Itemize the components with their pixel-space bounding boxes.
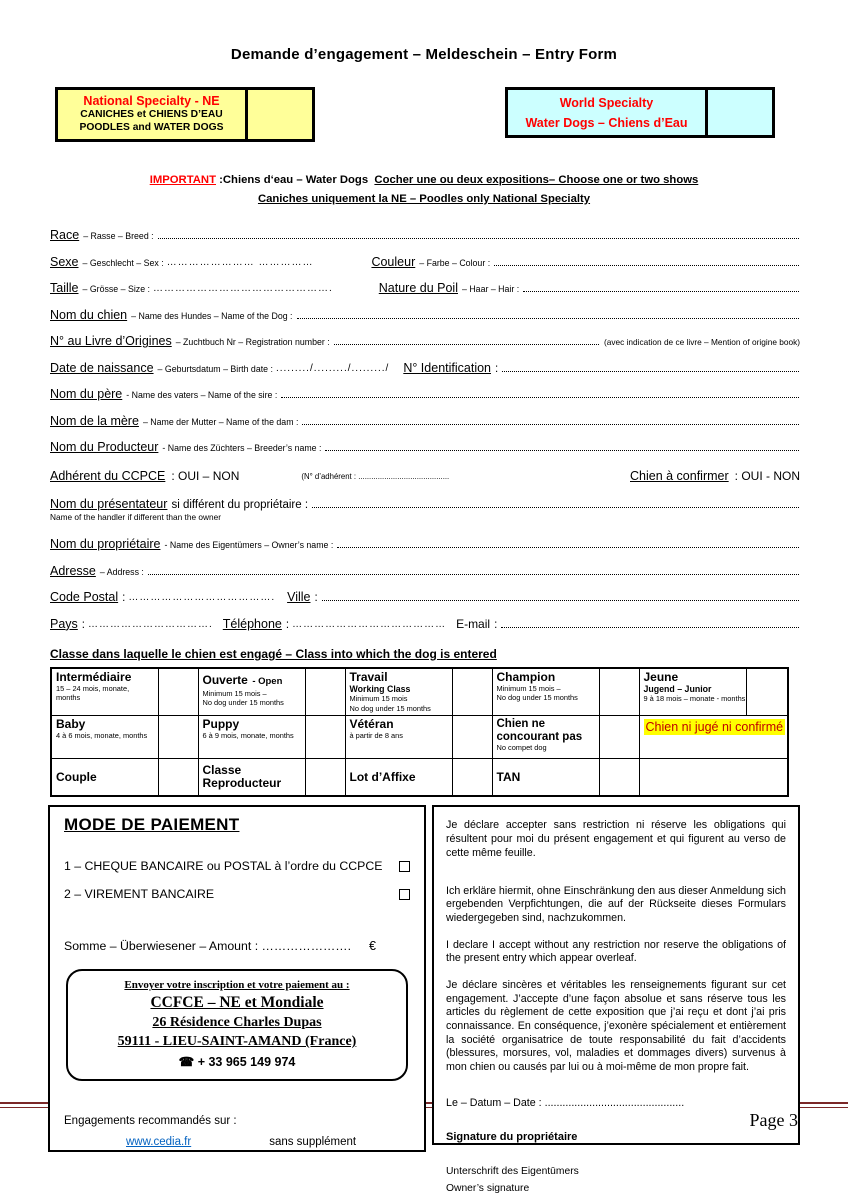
class-jeune-checkbox[interactable] xyxy=(746,668,788,716)
national-specialty-box xyxy=(55,87,315,142)
pere-label: Nom du père xyxy=(50,387,123,402)
presentateur-input[interactable] xyxy=(312,507,799,508)
class-intermediaire-checkbox[interactable] xyxy=(158,668,198,716)
adresse-input[interactable] xyxy=(148,574,799,575)
class-intermediaire xyxy=(51,668,158,716)
pays-input[interactable]: ……………………………. xyxy=(88,618,213,630)
class-sub: Minimum 15 mois xyxy=(349,694,408,704)
mere-row xyxy=(50,412,800,428)
class-puppy-checkbox[interactable] xyxy=(305,715,345,758)
nom-chien-sublabel: – Name des Hundes – Name of the Dog : xyxy=(131,310,293,321)
payment-option-1-checkbox[interactable] xyxy=(399,861,410,872)
email-colon: : xyxy=(494,618,498,631)
class-couple xyxy=(51,758,158,796)
signature-label: Signature du propriétaire xyxy=(446,1131,578,1144)
livre-origines-suffix: (avec indication de ce livre – Mention of origine book) xyxy=(603,337,800,348)
mere-sublabel: – Name der Mutter – Name of the dam : xyxy=(142,416,299,427)
class-couple-checkbox[interactable] xyxy=(158,758,198,796)
class-sub: 15 – 24 mois, monate, months xyxy=(56,683,130,703)
pere-input[interactable] xyxy=(281,397,799,398)
code-postal-label: Code Postal xyxy=(50,590,119,605)
class-name: Chien ne concourant pas xyxy=(496,717,583,743)
poil-input[interactable] xyxy=(523,291,799,292)
class-sub: Minimum 15 mois – xyxy=(496,683,561,693)
class-sub: 4 à 6 mois, monate, months xyxy=(56,731,148,741)
class-puppy xyxy=(198,715,305,758)
pays-telephone-email-row xyxy=(50,615,800,631)
important-part1: :Chiens d‘eau – Water Dogs xyxy=(219,174,369,186)
payment-title: MODE DE PAIEMENT xyxy=(64,815,240,835)
sexe-input[interactable]: …………………… …………… xyxy=(166,256,314,268)
presentateur-sublabel: si différent du propriétaire : xyxy=(171,499,309,512)
taille-label: Taille xyxy=(50,281,79,296)
header-boxes xyxy=(0,87,848,145)
sexe-sublabel: – Geschlecht – Sex : xyxy=(82,257,164,268)
important-label: IMPORTANT xyxy=(149,174,216,186)
payment-option-2 xyxy=(64,887,410,901)
class-reproducteur xyxy=(198,758,305,796)
payment-option-2-label: 2 – VIREMENT BANCAIRE xyxy=(64,887,215,902)
class-reproducteur-checkbox[interactable] xyxy=(305,758,345,796)
class-lot-affixe xyxy=(345,758,452,796)
naissance-label: Date de naissance xyxy=(50,360,154,375)
class-name: Couple xyxy=(56,769,97,784)
send-org: CCFCE – NE et Mondiale xyxy=(150,994,324,1012)
class-name: Puppy xyxy=(202,716,240,731)
class-table-title: Classe dans laquelle le chien est engagé – Class into which the dog is entered xyxy=(50,646,497,661)
class-name: Champion xyxy=(496,669,556,684)
naissance-identification-row xyxy=(50,359,800,375)
class-name: Lot d’Affixe xyxy=(349,769,416,784)
send-street: 26 Résidence Charles Dupas xyxy=(152,1015,322,1031)
send-phone-row xyxy=(72,1054,402,1071)
class-empty-cell xyxy=(639,758,788,796)
website-row xyxy=(64,1136,410,1148)
important-line2: Caniches uniquement la NE – Poodles only National Specialty xyxy=(257,192,591,205)
class-lot-affixe-checkbox[interactable] xyxy=(452,758,492,796)
mere-label: Nom de la mère xyxy=(50,413,139,428)
declaration-fr-1: Je déclare accepter sans restriction ni réserve les obligations qui résultent pour moi du présent engagement et qui figurent au verso de cette même feuille. xyxy=(446,819,786,859)
chien-confirmer-group xyxy=(630,469,800,483)
world-specialty-box xyxy=(505,87,775,138)
national-specialty-line2: CANICHES et CHIENS D’EAU xyxy=(80,109,223,121)
declaration-de: Ich erkläre hiermit, ohne Einschränkung den aus dieser Anmeldung sich ergebenden Verpfichtungen, die auf der Rückseite dieses Formulars wiedergegeben sind, nachzukommen. xyxy=(446,884,786,924)
race-sublabel: – Rasse – Breed : xyxy=(83,231,154,242)
important-note xyxy=(0,171,848,208)
proprietaire-sublabel: - Name des Eigentümers – Owner’s name : xyxy=(164,540,334,551)
class-name-en: - Open xyxy=(252,675,283,687)
world-specialty-line2: Water Dogs – Chiens d’Eau xyxy=(525,115,688,130)
presentateur-translation: Name of the handler if different than the owner xyxy=(50,512,221,523)
adherent-label: Adhérent du CCPCE xyxy=(50,469,166,484)
class-name: Vétéran xyxy=(349,716,394,731)
producteur-row xyxy=(50,438,800,454)
chien-confirmer-label: Chien à confirmer xyxy=(630,469,729,484)
declaration-fr-2: Je déclare sincères et véritables les renseignements figurant sur cet engagement. J’accepte d’une façon absolue et sans réserve tous les articles du règlement de cette exposition que j’ai reçu et dont j’ai pris connaissance. En conséquence, j’exonère spécialement et entièrement la société organisatrice de toute responsabilité du fait d’accidents (blessures, morsures, vol, maladies et dommages divers) survenus à mon chien ou causés par lui ou à moi-même de mon propre fait. xyxy=(446,978,786,1074)
class-sub: Minimum 15 mois – xyxy=(202,688,267,698)
payment-box xyxy=(48,805,426,1152)
send-address-box xyxy=(66,969,408,1080)
livre-origines-label: N° au Livre d’Origines xyxy=(50,334,172,349)
send-title: Envoyer votre inscription et votre paiement au : xyxy=(124,979,350,992)
class-sub: No dog under 15 months xyxy=(202,698,284,707)
pere-row xyxy=(50,385,800,401)
identification-label: N° Identification xyxy=(403,360,491,375)
ville-label: Ville xyxy=(287,590,311,605)
national-specialty-line3: POODLES and WATER DOGS xyxy=(79,122,224,134)
ville-input[interactable] xyxy=(322,600,799,601)
nom-chien-row xyxy=(50,306,800,322)
important-line1 xyxy=(0,171,848,190)
code-postal-ville-row xyxy=(50,588,800,604)
producteur-sublabel: - Name des Züchters – Breeder’s name : xyxy=(162,443,322,454)
class-ouverte-checkbox[interactable] xyxy=(305,668,345,716)
class-table xyxy=(50,667,789,798)
couleur-sublabel: – Farbe – Colour : xyxy=(419,257,491,268)
couleur-input[interactable] xyxy=(494,265,799,266)
adresse-row xyxy=(50,562,800,578)
ville-colon: : xyxy=(314,592,318,605)
class-sub: No dog under 15 months xyxy=(349,703,431,713)
taille-input[interactable]: …………………………………………. xyxy=(152,283,333,295)
send-city: 59111 - LIEU-SAINT-AMAND (France) xyxy=(117,1034,357,1050)
adherent-row xyxy=(50,467,800,483)
signature-label-de: Unterschrift des Eigentūmers xyxy=(446,1165,579,1177)
class-tan xyxy=(492,758,599,796)
adresse-label: Adresse xyxy=(50,563,96,578)
bottom-section xyxy=(48,805,800,1194)
class-sub: à partir de 8 ans xyxy=(349,731,403,741)
cedia-link[interactable]: www.cedia.fr xyxy=(126,1135,192,1148)
world-specialty-checkbox[interactable] xyxy=(705,90,772,135)
class-champion xyxy=(492,668,599,716)
nom-chien-input[interactable] xyxy=(297,318,800,319)
proprietaire-input[interactable] xyxy=(337,547,799,548)
class-chien-ne-concourant-pas-checkbox[interactable] xyxy=(599,715,639,758)
livre-origines-row xyxy=(50,332,800,348)
class-name: Baby xyxy=(56,716,86,731)
class-chien-ni-juge-ni-confirme xyxy=(639,715,788,758)
class-bold-sub: Working Class xyxy=(349,683,411,694)
sexe-couleur-row xyxy=(50,253,800,269)
class-veteran-checkbox[interactable] xyxy=(452,715,492,758)
form-fields xyxy=(50,226,800,631)
class-travail-checkbox[interactable] xyxy=(452,668,492,716)
national-specialty-checkbox[interactable] xyxy=(245,90,312,139)
class-name: Travail xyxy=(349,669,388,684)
adherent-number-input[interactable]: (N° d’adhérent : .......................................... xyxy=(301,472,450,482)
page-number: Page 3 xyxy=(749,1110,798,1130)
race-label: Race xyxy=(50,228,80,243)
class-name: Ouverte xyxy=(202,672,248,687)
payment-option-2-checkbox[interactable] xyxy=(399,889,410,900)
class-name: TAN xyxy=(496,769,521,784)
signature-label-en: Owner’s signature xyxy=(446,1182,530,1194)
identification-input[interactable] xyxy=(502,371,799,372)
adherent-oui-non[interactable]: : OUI – NON xyxy=(171,469,240,484)
class-name: Jeune xyxy=(643,669,679,684)
no-supplement-label: sans supplément xyxy=(269,1135,357,1148)
class-chien-ne-concourant-pas xyxy=(492,715,599,758)
proprietaire-label: Nom du propriétaire xyxy=(50,537,161,552)
couleur-label: Couleur xyxy=(371,254,416,269)
poil-sublabel: – Haar – Hair : xyxy=(461,284,520,295)
telephone-label: Téléphone xyxy=(222,616,282,631)
proprietaire-row xyxy=(50,535,800,551)
code-postal-input[interactable]: …………………………………. xyxy=(128,592,276,604)
pays-label: Pays xyxy=(50,616,78,631)
race-row xyxy=(50,226,800,242)
class-travail xyxy=(345,668,452,716)
payment-option-1 xyxy=(64,859,410,873)
euro-sign: € xyxy=(369,939,376,954)
pere-sublabel: - Name des vaters – Name of the sire : xyxy=(126,390,278,401)
amount-input[interactable]: Somme – Überwiesener – Amount : …………………. xyxy=(64,939,352,954)
class-sub: 9 à 18 mois – monate - months xyxy=(643,694,746,704)
class-veteran xyxy=(345,715,452,758)
highlighted-label: Chien ni jugé ni confirmé xyxy=(645,719,784,734)
class-baby xyxy=(51,715,158,758)
phone-number: + 33 965 149 974 xyxy=(197,1055,296,1070)
class-sub: 6 à 9 mois, monate, months xyxy=(202,731,294,741)
national-specialty-title: National Specialty - NE xyxy=(83,93,220,108)
code-postal-colon: : xyxy=(122,592,126,605)
class-jeune xyxy=(639,668,746,716)
adresse-sublabel: – Address : xyxy=(99,566,144,577)
pays-colon: : xyxy=(81,618,85,631)
national-specialty-label xyxy=(58,90,245,139)
chien-confirmer-oui-non[interactable]: : OUI - NON xyxy=(734,469,800,484)
producteur-label: Nom du Producteur xyxy=(50,440,159,455)
producteur-input[interactable] xyxy=(325,450,799,451)
page-title: Demande d’engagement – Meldeschein – Entry Form xyxy=(230,46,618,63)
declaration-box xyxy=(432,805,800,1194)
class-name: Classe Reproducteur xyxy=(202,763,282,791)
sexe-label: Sexe xyxy=(50,254,79,269)
identification-colon: : xyxy=(495,362,499,375)
recommended-label: Engagements recommandés sur : xyxy=(64,1114,237,1127)
livre-origines-input[interactable] xyxy=(334,344,599,345)
declaration-en: I declare I accept without any restriction nor reserve the obligations of the present entry which appear overleaf. xyxy=(446,938,786,965)
class-name: Intermédiaire xyxy=(56,669,132,684)
class-baby-checkbox[interactable] xyxy=(158,715,198,758)
class-champion-checkbox[interactable] xyxy=(599,668,639,716)
important-part2: Cocher une ou deux expositions– Choose one or two shows xyxy=(374,174,699,186)
email-label: E-mail xyxy=(456,616,491,631)
class-ouverte xyxy=(198,668,305,716)
livre-origines-sublabel: – Zuchtbuch Nr – Registration number : xyxy=(175,337,330,348)
world-specialty-label xyxy=(508,90,705,135)
class-bold-sub: Jugend – Junior xyxy=(643,683,712,694)
amount-row xyxy=(64,939,410,953)
naissance-sublabel: – Geburtsdatum – Birth date : xyxy=(157,363,273,374)
world-specialty-title: World Specialty xyxy=(559,95,654,110)
naissance-input[interactable]: ........./........./........./ xyxy=(275,362,390,374)
race-input[interactable] xyxy=(158,238,799,239)
date-input[interactable]: Le – Datum – Date : ............................................... xyxy=(446,1096,685,1109)
class-tan-checkbox[interactable] xyxy=(599,758,639,796)
class-sub: No dog under 15 months xyxy=(496,693,578,703)
telephone-colon: : xyxy=(285,618,290,631)
taille-sublabel: – Grösse – Size : xyxy=(82,284,150,295)
taille-poil-row xyxy=(50,279,800,295)
phone-icon: ☎ xyxy=(178,1055,195,1070)
poil-label: Nature du Poil xyxy=(378,281,458,296)
class-sub: No compet dog xyxy=(496,743,547,753)
presentateur-label: Nom du présentateur xyxy=(50,497,168,512)
nom-chien-label: Nom du chien xyxy=(50,307,128,322)
mere-input[interactable] xyxy=(302,424,799,425)
payment-option-1-label: 1 – CHEQUE BANCAIRE ou POSTAL à l’ordre du CCPCE xyxy=(64,859,383,874)
presentateur-row xyxy=(50,495,800,511)
telephone-input[interactable]: …………………………………… xyxy=(292,618,447,630)
email-input[interactable] xyxy=(501,627,799,628)
